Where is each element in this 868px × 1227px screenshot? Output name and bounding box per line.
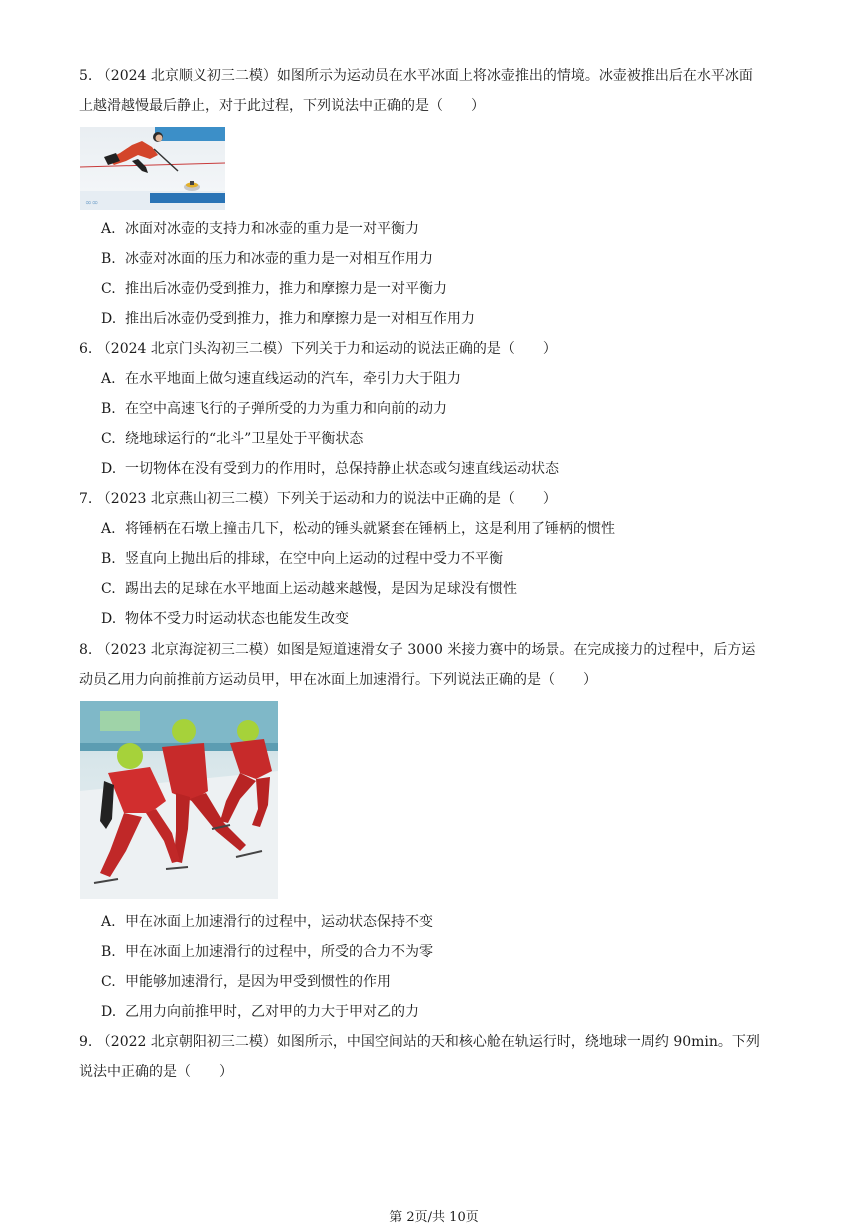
question-7-option-a: A. 将锤柄在石墩上撞击几下，松动的锤头就紧套在锤柄上，这是利用了锤柄的惯性 [101,521,615,537]
question-6-option-d: D. 一切物体在没有受到力的作用时，总保持静止状态或匀速直线运动状态 [101,461,559,477]
question-7-option-d: D. 物体不受力时运动状态也能发生改变 [101,611,349,627]
question-6-option-a: A. 在水平地面上做匀速直线运动的汽车，牵引力大于阻力 [101,371,461,387]
question-7-option-c: C. 踢出去的足球在水平地面上运动越来越慢，是因为足球没有惯性 [101,581,517,597]
question-6-option-c: C. 绕地球运行的“北斗”卫星处于平衡状态 [101,431,364,447]
question-9-stem: 9. （2022 北京朝阳初三二模）如图所示，中国空间站的天和核心舱在轨运行时，绕地球一周约 90min。下列 [79,1034,760,1050]
question-8-option-a: A. 甲在冰面上加速滑行的过程中，运动状态保持不变 [101,914,433,930]
question-5-stem: 5. （2024 北京顺义初三二模）如图所示为运动员在水平冰面上将冰壶推出的情境。冰壶被推出后在水平冰面 [79,68,753,84]
question-7-stem: 7. （2023 北京燕山初三二模）下列关于运动和力的说法中正确的是（ ） [79,491,557,507]
question-5-option-b: B. 冰壶对冰面的压力和冰壶的重力是一对相互作用力 [101,251,433,267]
svg-text:∞∞: ∞∞ [85,198,99,207]
question-6-stem: 6. （2024 北京门头沟初三二模）下列关于力和运动的说法正确的是（ ） [79,341,557,357]
question-5-option-a: A. 冰面对冰壶的支持力和冰壶的重力是一对平衡力 [101,221,419,237]
question-6-option-b: B. 在空中高速飞行的子弹所受的力为重力和向前的动力 [101,401,447,417]
question-9-stem-cont: 说法中正确的是（ ） [79,1064,233,1080]
question-8-option-d: D. 乙用力向前推甲时，乙对甲的力大于甲对乙的力 [101,1004,419,1020]
question-8-stem-cont: 动员乙用力向前推前方运动员甲，甲在冰面上加速滑行。下列说法正确的是（ ） [79,672,597,688]
question-5-stem-cont: 上越滑越慢最后静止，对于此过程，下列说法中正确的是（ ） [79,98,485,114]
question-7-option-b: B. 竖直向上抛出后的排球，在空中向上运动的过程中受力不平衡 [101,551,503,567]
question-8-option-c: C. 甲能够加速滑行，是因为甲受到惯性的作用 [101,974,391,990]
page-number: 第 2页/共 10页 [389,1210,479,1225]
question-8-stem: 8. （2023 北京海淀初三二模）如图是短道速滑女子 3000 米接力赛中的场景。在完成接力的过程中，后方运 [79,642,756,658]
speed-skating-image [80,701,278,899]
question-5-option-d: D. 推出后冰壶仍受到推力，推力和摩擦力是一对相互作用力 [101,311,475,327]
question-8-option-b: B. 甲在冰面上加速滑行的过程中，所受的合力不为零 [101,944,433,960]
question-5-option-c: C. 推出后冰壶仍受到推力，推力和摩擦力是一对平衡力 [101,281,447,297]
curling-image [80,127,225,210]
